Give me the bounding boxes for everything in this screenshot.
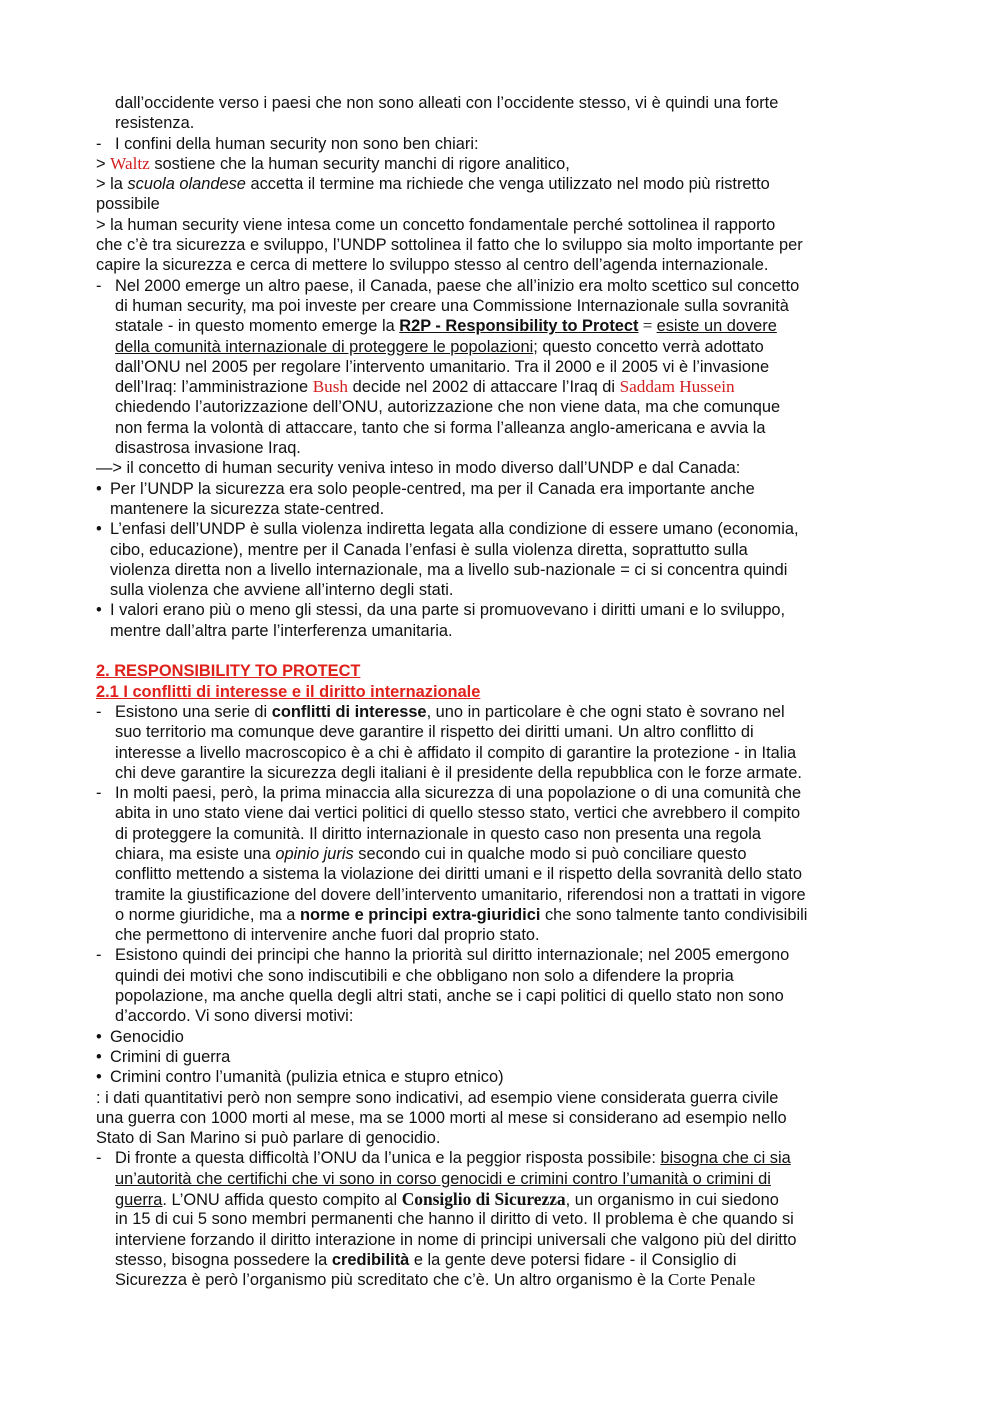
text: mantenere la sicurezza state-centred. — [110, 499, 385, 518]
text: Stato di San Marino si può parlare di genocidio. — [96, 1129, 441, 1148]
text: —> il concetto di human security veniva inteso in modo diverso dall’UNDP e dal Canada: — [96, 459, 741, 478]
bullet-item — [96, 1047, 908, 1067]
text: = — [638, 316, 657, 336]
text: : i dati quantitativi però non sempre sono indicativi, ad esempio viene considerata guerra civile — [96, 1088, 779, 1107]
paragraph-line — [96, 722, 908, 742]
text: cibo, educazione), mentre per il Canada l’enfasi è sulla violenza diretta, soprattutto sulla — [110, 540, 748, 559]
text: . L’ONU affida questo compito al — [162, 1191, 402, 1210]
paragraph-line — [96, 1230, 908, 1250]
paragraph-line — [96, 986, 908, 1006]
paragraph-line — [96, 357, 908, 377]
paragraph-line — [96, 560, 908, 580]
bullet-marker: • — [96, 1068, 102, 1087]
bold-term: norme e principi extra-giuridici — [299, 905, 541, 924]
text: > la human security viene intesa come un concetto fondamentale perché sottolinea il rapporto — [96, 215, 776, 234]
person-name: Waltz — [110, 153, 150, 173]
dash-item — [96, 1148, 908, 1168]
text: I confini della human security non sono ben chiari: — [115, 134, 479, 153]
dash-item — [96, 783, 908, 803]
underlined-text: bisogna che ci sia — [660, 1149, 791, 1168]
paragraph-line — [96, 377, 908, 397]
text: e la gente deve potersi fidare - il Consiglio di — [409, 1250, 737, 1269]
text: In molti paesi, però, la prima minaccia alla sicurezza di una popolazione o di una comunità che — [115, 784, 802, 803]
bullet-marker: • — [96, 479, 102, 498]
text: di proteggere la comunità. Il diritto internazionale in questo caso non presenta una regola — [115, 824, 762, 843]
text: Nel 2000 emerge un altro paese, il Canada, paese che all’inizio era molto scettico sul concetto — [115, 276, 800, 295]
bullet-marker: • — [96, 1047, 102, 1066]
text: in 15 di cui 5 sono membri permanenti che hanno il diritto di veto. Il problema è che quando si — [115, 1210, 794, 1229]
paragraph-line — [96, 499, 908, 519]
paragraph-line — [96, 1189, 908, 1209]
paragraph-line — [96, 1250, 908, 1270]
text: Di fronte a questa difficoltà l’ONU da l’unica e la peggior risposta possibile: — [115, 1149, 661, 1168]
paragraph-line — [96, 905, 908, 925]
text: > la — [96, 175, 128, 194]
dash-item — [96, 945, 908, 965]
text: o norme giuridiche, ma a — [115, 905, 300, 924]
paragraph-line — [96, 1128, 908, 1148]
paragraph-line — [96, 763, 908, 783]
dash-item — [96, 702, 908, 722]
paragraph-line — [96, 1270, 908, 1290]
dash-marker: - — [96, 134, 102, 153]
paragraph-line — [96, 925, 908, 945]
person-name: Saddam Hussein — [619, 377, 735, 397]
text: interviene forzando il diritto interazione in nome di principi universali che valgono più del diritto — [115, 1230, 797, 1249]
text: quindi dei motivi che sono indiscutibili e che obbligano non solo a difendere la propria — [115, 966, 734, 985]
text: tramite la giustificazione del dovere dell’intervento umanitario, riferendosi non a trattati in vigore — [115, 885, 806, 904]
bullet-item — [96, 479, 908, 499]
text: Crimini contro l’umanità (pulizia etnica e stupro etnico) — [110, 1068, 504, 1087]
text: violenza diretta non a livello internazionale, ma a livello sub-nazionale = ci si concentra quindi — [110, 560, 788, 579]
text: suo territorio ma comunque deve garantire il rispetto dei diritti umani. Un altro conflitto di — [115, 723, 754, 742]
text: interesse a livello macroscopico è a chi è affidato il compito di garantire la protezione - in Italia — [115, 743, 797, 762]
bold-term: conflitti di interesse — [271, 702, 427, 721]
text: che sono talmente tanto condivisibili — [540, 905, 808, 924]
italic-term: scuola olandese — [127, 175, 246, 194]
paragraph-line — [96, 296, 908, 316]
text: sostiene che la human security manchi di rigore analitico, — [149, 154, 570, 173]
paragraph-line — [96, 540, 908, 560]
text: che permettono di intervenire anche fuori dal proprio stato. — [115, 926, 540, 945]
paragraph-line — [96, 337, 908, 357]
subsection-heading: 2.1 I conflitti di interesse e il diritto internazionale — [96, 682, 481, 701]
paragraph-line — [96, 864, 908, 884]
text: conflitto mettendo a sistema la violazione dei diritti umani e il rispetto della sovranità dello stato — [115, 865, 802, 884]
paragraph-line — [96, 824, 908, 844]
section-heading: 2. RESPONSIBILITY TO PROTECT — [96, 662, 361, 681]
paragraph-line — [96, 1006, 908, 1026]
underlined-text: della comunità internazionale di proteggere le popolazioni — [115, 337, 534, 356]
dash-marker: - — [96, 276, 102, 295]
dash-marker: - — [96, 1149, 102, 1168]
paragraph-line — [96, 885, 908, 905]
text: di human security, ma poi investe per creare una Commissione Internazionale sulla sovranità — [115, 296, 789, 315]
underlined-text: guerra — [115, 1191, 163, 1210]
text: una guerra con 1000 morti al mese, ma se 1000 morti al mese si considerano ad esempio nello — [96, 1108, 787, 1127]
text: popolazione, ma anche quella degli altri stati, anche se i capi politici di quello stato non sono — [115, 987, 784, 1006]
text: sulla violenza che avviene all’interno degli stati. — [110, 581, 454, 600]
text: mentre dall’altra parte l’interferenza umanitaria. — [110, 621, 453, 640]
text: decide nel 2002 di attaccare l’Iraq di — [348, 378, 620, 397]
text: statale - in questo momento emerge la — [115, 317, 400, 336]
dash-marker: - — [96, 784, 102, 803]
text: capire la sicurezza e cerca di mettere lo sviluppo stesso al centro dell’agenda internazionale. — [96, 256, 769, 275]
text: resistenza. — [115, 114, 195, 133]
bullet-item — [96, 519, 908, 539]
bullet-item — [96, 1067, 908, 1087]
paragraph-line — [96, 93, 908, 113]
paragraph-line — [96, 1209, 908, 1229]
text: Crimini di guerra — [110, 1047, 231, 1066]
paragraph-line — [96, 966, 908, 986]
paragraph-line — [96, 397, 908, 417]
text: ; questo concetto verrà adottato — [533, 337, 764, 356]
paragraph-line — [96, 255, 908, 275]
paragraph-line — [96, 418, 908, 438]
text: I valori erano più o meno gli stessi, da una parte si promuovevano i diritti umani e lo sviluppo, — [110, 601, 786, 620]
text: accetta il termine ma richiede che venga utilizzato nel modo più ristretto — [245, 175, 770, 194]
document-page — [96, 93, 908, 1291]
text: Genocidio — [110, 1027, 184, 1046]
paragraph-line — [96, 621, 908, 641]
underlined-text: esiste un dovere — [656, 317, 777, 336]
bullet-marker: • — [96, 520, 102, 539]
paragraph-line — [96, 438, 908, 458]
text: d’accordo. Vi sono diversi motivi: — [115, 1007, 354, 1026]
text: abita in uno stato viene dai vertici politici di quello stesso stato, vertici che avrebbero il compito — [115, 804, 801, 823]
bullet-item — [96, 1027, 908, 1047]
paragraph-line — [96, 1108, 908, 1128]
spacer — [96, 641, 908, 661]
text: > — [96, 154, 111, 173]
institution-name: Corte Penale — [668, 1270, 756, 1290]
text: Per l’UNDP la sicurezza era solo people-centred, ma per il Canada era importante anche — [110, 479, 755, 498]
r2p-term: R2P - Responsibility to Protect — [399, 317, 639, 336]
quote-line — [96, 174, 908, 194]
paragraph-line — [96, 316, 908, 336]
dash-marker: - — [96, 702, 102, 721]
dash-item — [96, 134, 908, 154]
quote-line — [96, 154, 908, 174]
bullet-item — [96, 600, 908, 620]
paragraph-line — [96, 803, 908, 823]
text: , un organismo in cui siedono — [565, 1191, 779, 1210]
text: dall’occidente verso i paesi che non sono alleati con l’occidente stesso, vi è quindi una forte — [115, 94, 779, 112]
underlined-text: un’autorità che certifichi che vi sono in corso genocidi e crimini contro l’umanità o crimini di — [115, 1169, 771, 1188]
text: dall’ONU nel 2005 per regolare l’intervento umanitario. Tra il 2000 e il 2005 vi è l’invasione — [115, 357, 770, 376]
quote-line — [96, 215, 908, 235]
dash-marker: - — [96, 946, 102, 965]
paragraph-line — [96, 580, 908, 600]
text: stesso, bisogna possedere la — [115, 1250, 332, 1269]
text: possibile — [96, 195, 160, 214]
bullet-marker: • — [96, 601, 102, 620]
paragraph-line — [96, 1088, 908, 1108]
institution-name: Consiglio di Sicurezza — [401, 1189, 566, 1210]
text: chiara, ma esiste una — [115, 844, 276, 863]
paragraph-line — [96, 235, 908, 255]
paragraph-line — [96, 844, 908, 864]
text: , uno in particolare è che ogni stato è sovrano nel — [426, 702, 785, 721]
arrow-line — [96, 458, 908, 478]
text: disastrosa invasione Iraq. — [115, 439, 301, 458]
bold-term: credibilità — [331, 1250, 410, 1269]
bullet-marker: • — [96, 1027, 102, 1046]
paragraph-line — [96, 113, 908, 133]
text: che c’è tra sicurezza e sviluppo, l’UNDP sottolinea il fatto che lo sviluppo sia molto importante per — [96, 236, 803, 255]
paragraph-line — [96, 1169, 908, 1189]
text: Sicurezza è però l’organismo più screditato che c’è. Un altro organismo è la — [115, 1271, 668, 1290]
dash-item — [96, 276, 908, 296]
person-name: Bush — [312, 377, 349, 397]
text: chi deve garantire la sicurezza degli italiani è il presidente della repubblica con le forze armate. — [115, 763, 802, 782]
text: chiedendo l’autorizzazione dell’ONU, autorizzazione che non viene data, ma che comunque — [115, 398, 781, 417]
text: non ferma la volontà di attaccare, tanto che si forma l’alleanza anglo-americana e avvia la — [115, 418, 766, 437]
text: dell’Iraq: l’amministrazione — [115, 378, 313, 397]
italic-term: opinio juris — [275, 844, 354, 863]
text: secondo cui in qualche modo si può conciliare questo — [353, 844, 747, 863]
text: L’enfasi dell’UNDP è sulla violenza indiretta legata alla condizione di essere umano (economia, — [110, 520, 799, 539]
quote-line — [96, 194, 908, 214]
text: Esistono quindi dei principi che hanno la priorità sul diritto internazionale; nel 2005 emergono — [115, 946, 790, 965]
text: Esistono una serie di — [115, 702, 272, 721]
paragraph-line — [96, 743, 908, 763]
